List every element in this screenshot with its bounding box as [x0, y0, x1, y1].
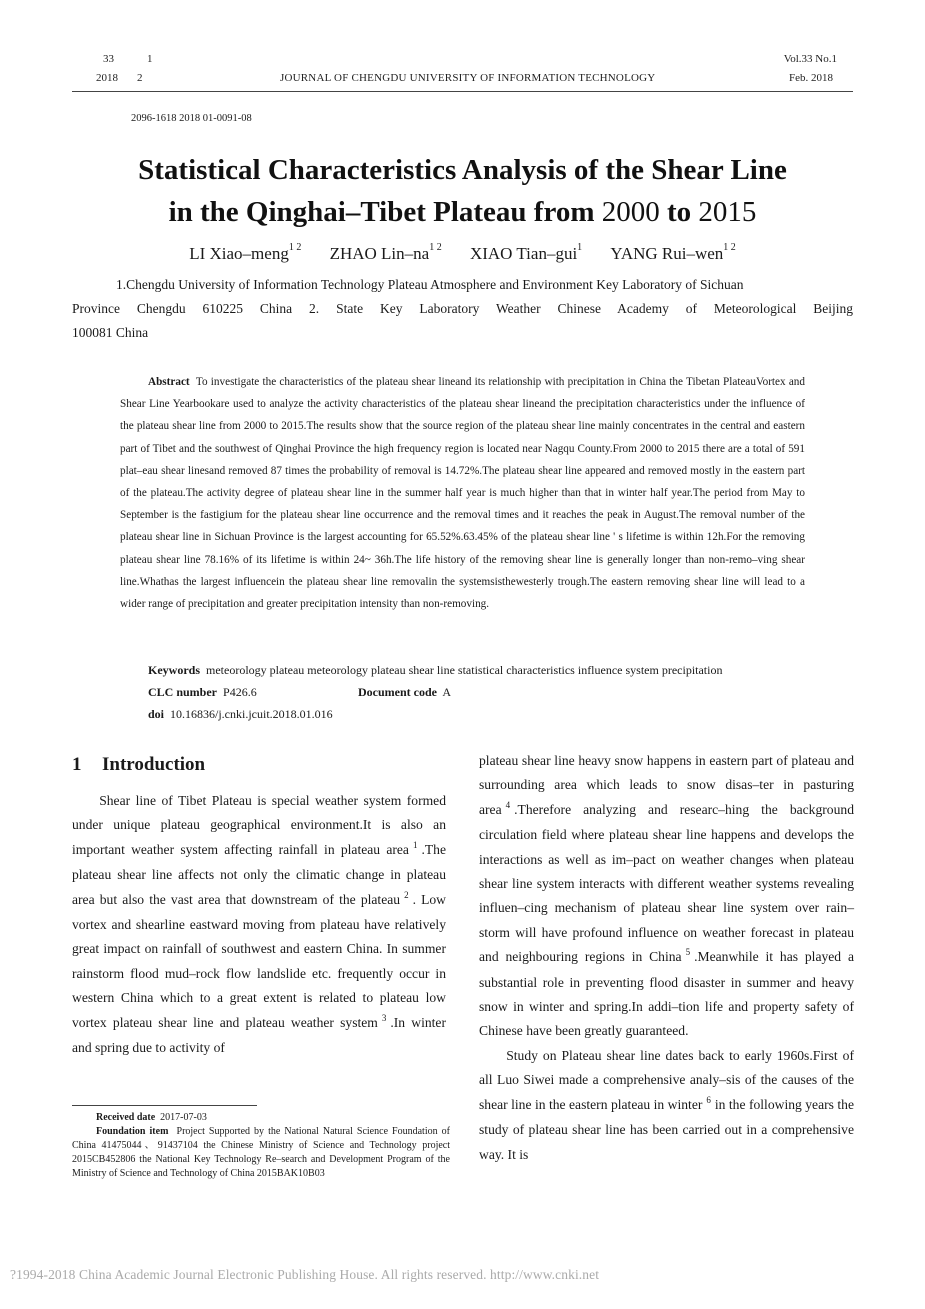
author: ZHAO Lin–$na^{1 2}$ — [329, 242, 442, 263]
citation: 6 — [706, 1094, 711, 1105]
section-heading: 1 Introduction — [72, 754, 206, 775]
citation: 4 — [505, 799, 511, 810]
affiliation-line-2: Province Chengdu 610225 China 2. State Key Laboratory Weather Chinese Academy of Meteorological Beijing — [72, 301, 853, 316]
citation: 3 — [381, 1012, 387, 1023]
left-column — [72, 789, 446, 1060]
footnote: Received date 2017-07-03 Foundation item Project Supported by the National Natural Science Foundation of China 41475044、91437104 the Chinese Ministry of Science and Technology project 2015CB452806 the National Key Technology Re–search and Development Program of the Ministry of Science and Technology of China 2015BAK10B03 — [72, 1112, 450, 1179]
document-code: Document code A — [358, 685, 451, 699]
author: LI Xiao–meng$^{1 2}$ — [189, 242, 302, 263]
right-column — [479, 749, 854, 1167]
header-volume-en: Vol.33 No.1 — [783, 53, 837, 65]
header-rule — [72, 91, 853, 92]
citation: 5 — [685, 947, 691, 958]
history-paragraph: Study on Plateau shear line dates back to early 1960s.First of all Luo Siwei made a comprehensive analy–sis of the causes of the shear line in the eastern plateau in winter $^6$ in the following years the study of plateau shear line has been carried out in a comprehensive way. It is — [479, 1047, 854, 1162]
paper-title-line-2: in the Qinghai–Tibet Plateau from 2000 to 2015 — [168, 196, 757, 228]
header-volume-cn: 33 — [103, 53, 114, 65]
intro-paragraph-continued: plateau shear line heavy snow happens in eastern part of plateau and surrounding area which leads to snow disas–ter in pasturing area $^4$ .Therefore analyzing and researc–hing the background circulation field where plateau shear line happens and develops the interactions as well as im–pact on weather changes when plateau shear line system interacts with different weather systems revealing influen–cing mechanism of plateau shear line system over rain–storm will have profound influence on weather forecast in plateau and neighbouring regions in China $^5$ .Meanwhile it has played a substantial role in preventing flood disaster in summer and heavy snow in winter and spring.In addi–tion life and property safety of Chinese have been greatly guaranteed. — [479, 753, 854, 1039]
journal-name: JOURNAL OF CHENGDU UNIVERSITY OF INFORMATION TECHNOLOGY — [280, 72, 656, 84]
abstract-text: To investigate the characteristics of the plateau shear lineand its relationship with precipitation in China the Tibetan PlateauVortex and Shear Line Yearbookare used to analyze the activity characteristics of the plateau shear lineand the precipitation characteristics under the influence of the plateau shear line from 2000 to 2015.The results show that the source region of the plateau shear line mainly concentrates in the central and eastern part of Tibet and the southwest of Qinghai Province the high frequency region is located near Nagqu County.From 2000 to 2015 there are a total of 591 plat–eau shear linesand removed 87 times the probability of removal is 14.72%.The plateau shear line appeared and removed mostly in the eastern part of the plateau.The activity degree of plateau shear line in the summer half year is much higher than that in winter half year.The period from May to September is the fastigium for the plateau shear line occurrence and the removal times and it reaches the peak in August.The removal number of the plateau shear line in Sichuan Province is the largest accounting for 65.52%.63.45% of the plateau shear line ' s lifetime is within 12h.For the removing plateau shear line 78.16% of its lifetime is within 24~ 36h.The life history of the removing shear line is generally longer than non-remo–ving shear line.Whathas the largest influencein the plateau shear line removalin the systemsisthewesterly trough.The eastern removing shear line will lead to a wider range of precipitation and greater precipitation intensity than non-removing. — [120, 376, 805, 611]
header-issue-cn: 1 — [147, 53, 153, 65]
citation: 1 — [412, 839, 418, 850]
article-id: 2096-1618 2018 01-0091-08 — [131, 113, 252, 124]
affiliation-line-3: 100081 China — [72, 325, 149, 340]
abstract — [120, 371, 805, 615]
intro-paragraph: Shear line of Tibet Plateau is special weather system formed under unique plateau geographical environment.It is also an important weather system affecting rainfall in plateau area $^1$ .The plateau shear line affects not only the climatic change in plateau area but also the vast area that downstream of the plateau $^2$ . Low vortex and shearline eastward moving from plateau have relatively great impact on rainfall of southwest and eastern China. In summer rainstorm flood mud–rock flow landslide etc. frequently occur in western China which to a great extent is related to plateau low vortex plateau shear line and plateau weather system $^3$ .In winter and spring due to activity of — [72, 793, 446, 1056]
keywords: Keywords meteorology plateau meteorology plateau shear line statistical characteristics influence system precipitation — [148, 663, 723, 677]
header-month-cn: 2 — [137, 72, 143, 84]
header-year-cn: 2018 — [96, 72, 118, 84]
author: XIAO Tian–gui$^1$ — [469, 242, 583, 263]
abstract-label: Abstract — [148, 376, 190, 388]
affiliation-line-1: 1.Chengdu University of Information Technology Plateau Atmosphere and Environment Key Laboratory of Sichuan — [116, 277, 744, 292]
clc-number: CLC number P426.6 — [148, 685, 257, 699]
author-list — [60, 244, 865, 264]
copyright-notice: ?1994-2018 China Academic Journal Electronic Publishing House. All rights reserved. http://www.cnki.net — [10, 1267, 600, 1282]
citation: 2 — [404, 889, 409, 900]
header-date-en: Feb. 2018 — [789, 72, 833, 84]
author: YANG Rui–wen$^{1 2}$ — [610, 242, 736, 263]
footnote-rule — [72, 1105, 257, 1106]
paper-title-line-1: Statistical Characteristics Analysis of the Shear Line — [138, 154, 787, 186]
doi: doi 10.16836/j.cnki.jcuit.2018.01.016 — [148, 707, 333, 721]
